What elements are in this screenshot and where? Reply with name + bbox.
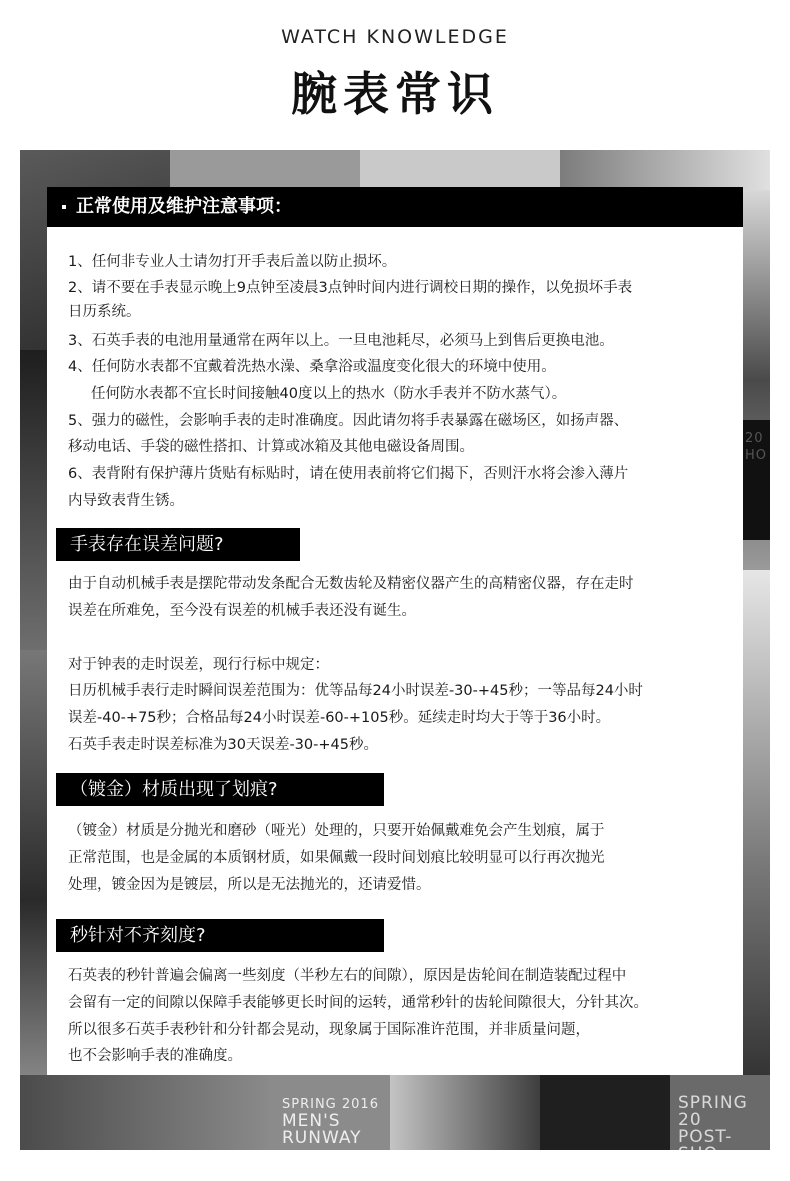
side-text-line1: 20 (745, 431, 764, 446)
section2-line: 日历机械手表行走时瞬间误差范围为：优等品每24小时误差-30-+45秒；一等品每24小时 (68, 683, 643, 699)
event-left-line1: SPRING 2016 (282, 1097, 379, 1112)
event-right-line1: SPRING 20 (678, 1093, 748, 1130)
collage-tile (20, 350, 50, 650)
header-title-cn: 腕表常识 (291, 67, 499, 121)
section1-title: 正常使用及维护注意事项： (76, 196, 292, 217)
event-poster-left (282, 1096, 379, 1147)
section1-line: 5、强力的磁性，会影响手表的走时准确度。因此请勿将手表暴露在磁场区，如扬声器、 (68, 413, 629, 429)
section3-line: （镀金）材质是分抛光和磨砂（哑光）处理的，只要开始佩戴难免会产生划痕，属于 (68, 823, 605, 839)
section3-line: 正常范围，也是金属的本质钢材质，如果佩戴一段时间划痕比较明显可以行再次抛光 (68, 850, 605, 866)
event-left-line3: RUNWAY (282, 1128, 362, 1148)
section4-line: 所以很多石英手表秒针和分针都会晃动，现象属于国际准许范围，并非质量问题， (68, 1022, 590, 1038)
section4-title-bar (56, 919, 384, 952)
section2-line: 由于自动机械手表是摆陀带动发条配合无数齿轮及精密仪器产生的高精密仪器，存在走时 (68, 576, 634, 592)
side-text-line2: HO (745, 448, 768, 463)
section1-line: 任何防水表都不宜长时间接触40度以上的热水（防水手表并不防水蒸气）。 (68, 386, 567, 402)
section2-line: 石英手表走时误差标准为30天误差-30-+45秒。 (68, 737, 378, 753)
section1-line: 6、表背附有保护薄片货贴有标贴时，请在使用表前将它们揭下，否则汗水将会渗入薄片 (68, 466, 629, 482)
section3-title: （镀金）材质出现了划痕? (70, 779, 278, 800)
section2-title-bar (56, 528, 300, 561)
bullet-icon (62, 205, 66, 209)
section3-line: 处理，镀金因为是镀层，所以是无法抛光的，还请爱惜。 (68, 877, 431, 893)
section1-line: 日历系统。 (68, 304, 141, 320)
collage-tile (170, 150, 360, 190)
section2-title: 手表存在误差问题? (70, 534, 224, 555)
section2-line: 对于钟表的走时误差，现行行标中规定： (68, 657, 329, 673)
section4-line: 也不会影响手表的准确度。 (68, 1048, 242, 1064)
event-poster-right (678, 1095, 770, 1180)
section1-line: 2、请不要在手表显示晚上9点钟至凌晨3点钟时间内进行调校日期的操作，以免损坏手表 (68, 280, 633, 296)
side-poster-text (745, 430, 767, 464)
section3-title-bar (56, 773, 384, 806)
section4-line: 会留有一定的间隙以保障手表能够更长时间的运转，通常秒针的齿轮间隙很大，分针其次。 (68, 995, 648, 1011)
collage-tile (390, 1075, 540, 1150)
section1-line: 3、石英手表的电池用量通常在两年以上。一旦电池耗尽，必须马上到售后更换电池。 (68, 333, 614, 349)
collage-tile (360, 150, 560, 190)
section1-title-bar (47, 187, 743, 227)
event-right-line2: POST-SHO (678, 1127, 733, 1164)
section4-line: 石英表的秒针普遍会偏离一些刻度（半秒左右的间隙），原因是齿轮间在制造装配过程中 (68, 968, 627, 984)
section2-line: 误差-40-+75秒；合格品每24小时误差-60-+105秒。延续走时均大于等于36小时。 (68, 710, 611, 726)
event-right-line3: EVENT (678, 1161, 740, 1181)
event-left-line2: MEN'S (282, 1111, 341, 1131)
collage-tile (20, 1075, 270, 1150)
collage-tile (742, 570, 770, 1150)
section1-line: 移动电话、手袋的磁性搭扣、计算或冰箱及其他电磁设备周围。 (68, 439, 474, 455)
section1-line: 1、任何非专业人士请勿打开手表后盖以防止损坏。 (68, 254, 397, 270)
collage-tile (540, 1075, 670, 1150)
section1-line: 4、任何防水表都不宜戴着洗热水澡、桑拿浴或温度变化很大的环境中使用。 (68, 359, 556, 375)
collage-tile (560, 150, 770, 190)
section2-line: 误差在所难免，至今没有误差的机械手表还没有诞生。 (68, 603, 416, 619)
header-title-en: WATCH KNOWLEDGE (281, 26, 509, 48)
section1-line: 内导致表背生锈。 (68, 493, 184, 509)
section4-title: 秒针对不齐刻度? (70, 925, 206, 946)
